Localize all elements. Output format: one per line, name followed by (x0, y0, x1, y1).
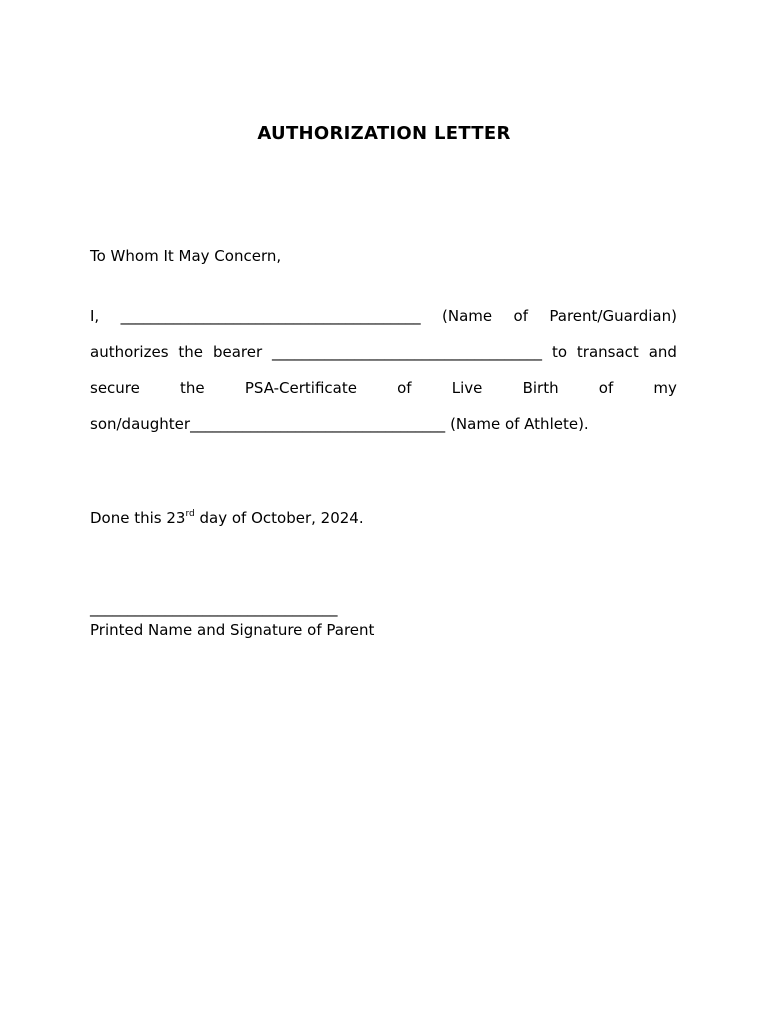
body-word: and (648, 343, 677, 361)
date-ordinal-suffix: rd (185, 509, 195, 519)
body-word: Birth (522, 379, 559, 397)
body-word: bearer (212, 343, 263, 361)
date-line (90, 508, 364, 528)
body-word: my (653, 379, 677, 397)
salutation: To Whom It May Concern, (90, 247, 282, 265)
signature-line: _________________________________ (90, 599, 338, 617)
parent-name-blank: ________________________________________ (120, 307, 421, 325)
body-word: (Name of Athlete). (450, 415, 589, 433)
body-word: (Name (442, 307, 493, 325)
body-line-1 (90, 306, 677, 326)
body-word: son/daughter (90, 415, 191, 433)
body-word: Parent/Guardian) (549, 307, 677, 325)
document-title: AUTHORIZATION LETTER (257, 123, 511, 144)
body-word: of (513, 307, 528, 325)
body-word: Live (451, 379, 483, 397)
bearer-name-blank: ____________________________________ (272, 343, 543, 361)
body-word: transact (576, 343, 639, 361)
athlete-name-blank: __________________________________ (190, 415, 446, 433)
body-line-3 (90, 378, 677, 398)
body-word: to (551, 343, 568, 361)
body-word: PSA-Certificate (244, 379, 357, 397)
body-line-4 (90, 414, 677, 434)
body-word: I, (90, 307, 100, 325)
body-word: of (397, 379, 412, 397)
body-word: the (178, 343, 204, 361)
date-prefix: Done this 23 (90, 509, 186, 527)
body-word: authorizes (90, 343, 169, 361)
body-word: the (180, 379, 205, 397)
body-line-2 (90, 342, 677, 362)
body-word: secure (90, 379, 140, 397)
body-word: of (598, 379, 614, 397)
date-rest: day of October, 2024. (194, 509, 364, 527)
signature-label: Printed Name and Signature of Parent (90, 621, 375, 639)
